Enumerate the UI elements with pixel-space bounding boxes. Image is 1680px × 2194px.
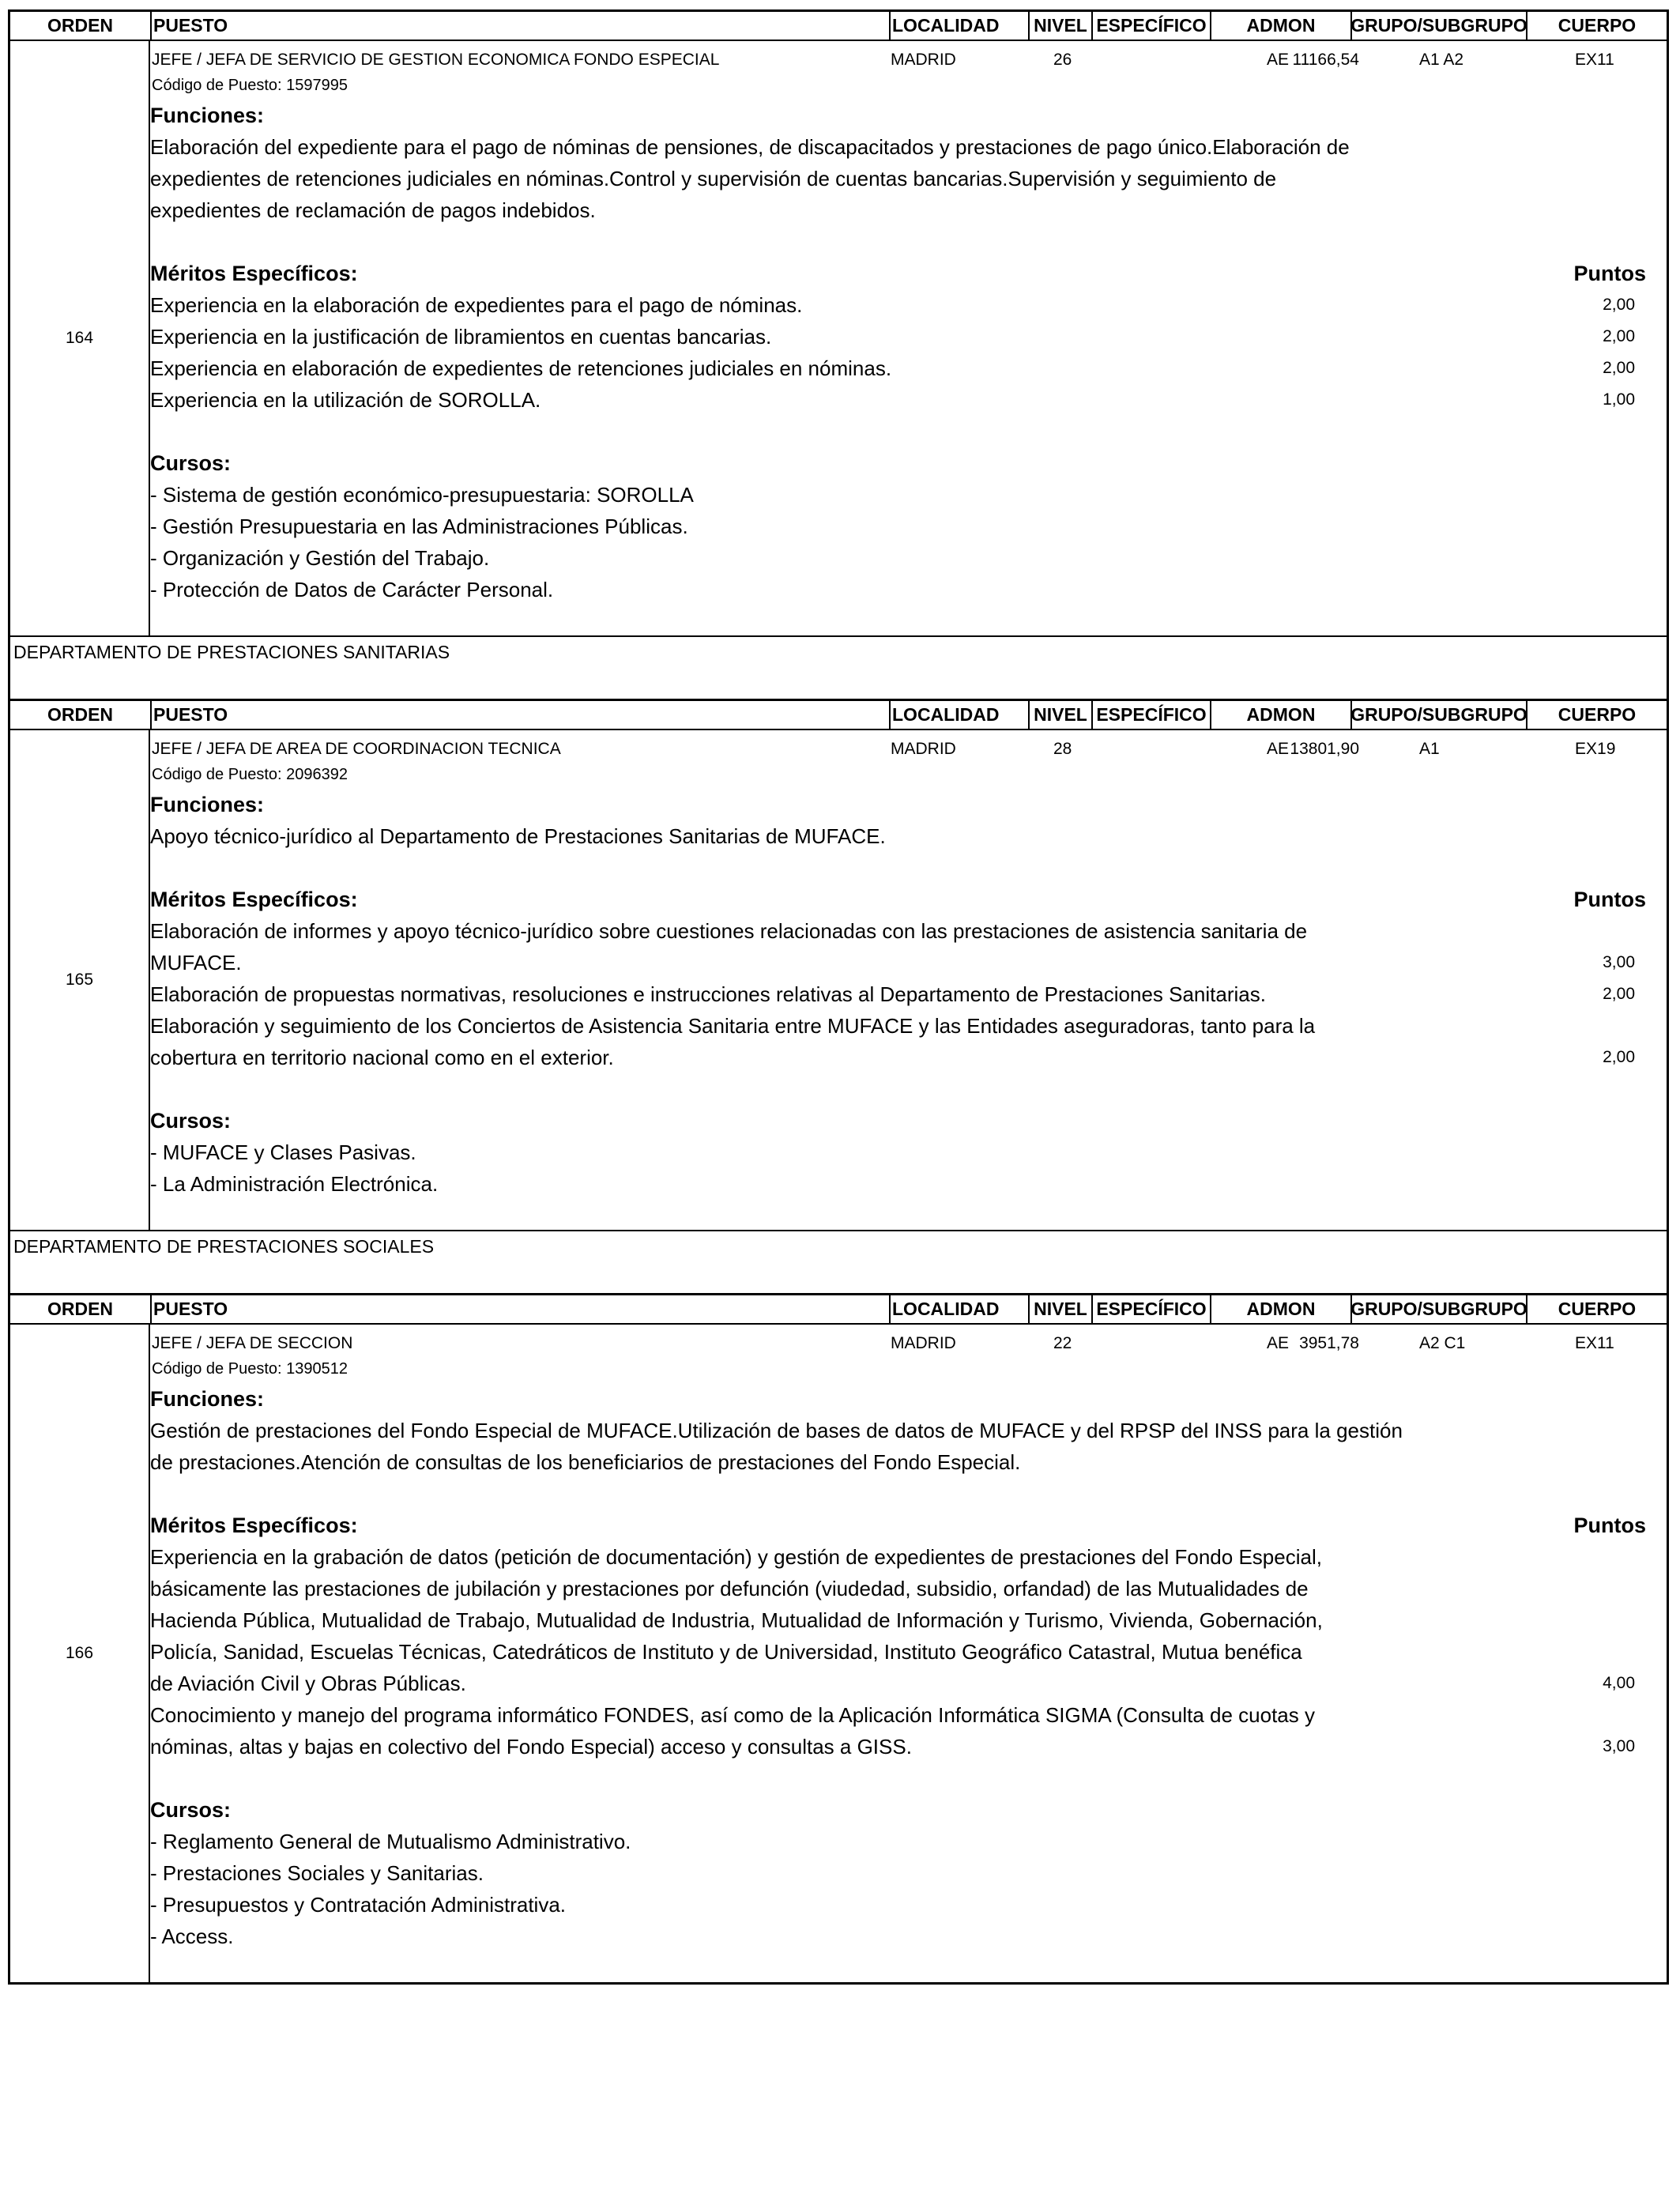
job-body [8, 41, 1669, 635]
merito-puntos: 2,00 [1603, 1048, 1635, 1066]
meritos-label: Méritos Específicos: [150, 1514, 358, 1537]
value-especifico: 11166,54 [1292, 51, 1359, 69]
spacer [150, 416, 1667, 447]
merito-line: nóminas, altas y bajas en colectivo del Fondo Especial) acceso y consultas a GISS. [150, 1735, 912, 1759]
value-cuerpo: EX11 [1575, 51, 1614, 69]
funciones-label: Funciones: [150, 104, 265, 127]
merito-line: básicamente las prestaciones de jubilación y prestaciones por defunción (viudedad, subsidio, orfandad) de las Mutualidades de [150, 1577, 1309, 1600]
merito-text [150, 321, 1446, 352]
header-admon: ADMON [1210, 12, 1350, 40]
job-section [8, 1293, 1669, 1985]
puesto-name: JEFE / JEFA DE AREA DE COORDINACION TECNICA [152, 740, 561, 758]
value-admon: AE [1267, 1334, 1290, 1352]
merito-line: Elaboración de informes y apoyo técnico-jurídico sobre cuestiones relacionadas con las prestaciones de asistencia sanitaria de [150, 919, 1308, 943]
spacer [150, 852, 1667, 884]
puntos-label: Puntos [1573, 888, 1646, 911]
value-admon: AE [1267, 51, 1290, 69]
merito-puntos: 3,00 [1603, 953, 1635, 971]
header-especifico: ESPECÍFICO [1091, 1295, 1210, 1323]
header-puesto: PUESTO [150, 701, 889, 729]
job-summary-row [150, 735, 1667, 760]
meritos-label: Méritos Específicos: [150, 262, 358, 285]
merito-item [150, 1010, 1667, 1073]
merito-item [150, 1699, 1667, 1762]
header-orden: ORDEN [47, 704, 114, 725]
value-admon: AE [1267, 740, 1290, 758]
funciones-label: Funciones: [150, 793, 265, 816]
puesto-name: JEFE / JEFA DE SERVICIO DE GESTION ECONOMICA FONDO ESPECIAL [152, 51, 720, 69]
merito-puntos: 4,00 [1603, 1674, 1635, 1692]
table-header [8, 699, 1669, 730]
merito-text [150, 352, 1446, 384]
curso-item: - Gestión Presupuestaria en las Administraciones Públicas. [150, 515, 688, 538]
value-cuerpo: EX19 [1575, 740, 1616, 758]
merito-puntos: 3,00 [1603, 1737, 1635, 1755]
merito-line: Elaboración de propuestas normativas, resoluciones e instrucciones relativas al Departamento de Prestaciones Sanitarias. [150, 982, 1266, 1006]
department-heading: DEPARTAMENTO DE PRESTACIONES SANITARIAS [8, 635, 1669, 699]
merito-line: Experiencia en la utilización de SOROLLA. [150, 388, 541, 412]
merito-item [150, 384, 1667, 416]
merito-item [150, 1541, 1667, 1699]
value-grupo: A2 C1 [1419, 1334, 1466, 1352]
merito-text [150, 1010, 1446, 1073]
codigo-puesto: Código de Puesto: 1390512 [152, 1360, 348, 1378]
merito-item [150, 321, 1667, 352]
meritos-header [150, 1510, 1667, 1541]
header-localidad: LOCALIDAD [889, 12, 1028, 40]
spacer [150, 1073, 1667, 1105]
value-especifico: 13801,90 [1290, 740, 1359, 758]
merito-line: Policía, Sanidad, Escuelas Técnicas, Catedráticos de Instituto y de Universidad, Instituto Geográfico Catastral, Mutua benéfica [150, 1640, 1302, 1664]
merito-item [150, 915, 1667, 978]
codigo-puesto: Código de Puesto: 2096392 [152, 766, 348, 783]
funciones-line: de prestaciones.Atención de consultas de los beneficiarios de prestaciones del Fondo Especial. [150, 1450, 1021, 1474]
job-body [8, 1325, 1669, 1985]
curso-item: - MUFACE y Clases Pasivas. [150, 1140, 416, 1164]
merito-line: MUFACE. [150, 951, 242, 974]
merito-text [150, 289, 1446, 321]
merito-line: Experiencia en la grabación de datos (petición de documentación) y gestión de expedientes de prestaciones del Fondo Especial, [150, 1545, 1322, 1569]
funciones-line: Apoyo técnico-jurídico al Departamento de Prestaciones Sanitarias de MUFACE. [150, 824, 886, 848]
value-grupo: A1 [1419, 740, 1440, 758]
header-cuerpo: CUERPO [1526, 701, 1667, 729]
merito-line: Elaboración y seguimiento de los Conciertos de Asistencia Sanitaria entre MUFACE y las Entidades aseguradoras, tanto para la [150, 1014, 1316, 1038]
funciones-line: expedientes de reclamación de pagos indebidos. [150, 198, 596, 222]
cursos-label: Cursos: [150, 1109, 232, 1133]
merito-puntos: 2,00 [1603, 359, 1635, 377]
header-grupo: GRUPO/SUBGRUPO [1350, 701, 1526, 729]
header-admon: ADMON [1210, 701, 1350, 729]
header-localidad: LOCALIDAD [889, 1295, 1028, 1323]
curso-item: - La Administración Electrónica. [150, 1172, 439, 1196]
value-cuerpo: EX11 [1575, 1334, 1614, 1352]
merito-text [150, 978, 1446, 1010]
spacer [150, 1762, 1667, 1794]
puntos-label: Puntos [1573, 1514, 1646, 1537]
merito-line: Conocimiento y manejo del programa informático FONDES, así como de la Aplicación Informática SIGMA (Consulta de cuotas y [150, 1703, 1315, 1727]
merito-line: cobertura en territorio nacional como en el exterior. [150, 1046, 614, 1069]
meritos-header [150, 884, 1667, 915]
header-puesto: PUESTO [150, 1295, 889, 1323]
spacer [150, 1200, 1667, 1230]
value-nivel: 22 [1053, 1334, 1072, 1352]
puesto-name: JEFE / JEFA DE SECCION [152, 1334, 353, 1352]
job-content [150, 41, 1667, 635]
orden-number: 164 [10, 41, 150, 635]
header-orden: ORDEN [47, 1299, 114, 1319]
funciones-line: Gestión de prestaciones del Fondo Especial de MUFACE.Utilización de bases de datos de MUFACE y del RPSP del INSS para la gestión [150, 1419, 1403, 1442]
orden-number: 166 [10, 1325, 150, 1982]
merito-text [150, 915, 1446, 978]
header-nivel: NIVEL [1028, 701, 1091, 729]
header-admon: ADMON [1210, 1295, 1350, 1323]
header-cuerpo: CUERPO [1526, 12, 1667, 40]
header-grupo: GRUPO/SUBGRUPO [1350, 12, 1526, 40]
merito-line: Experiencia en la justificación de libramientos en cuentas bancarias. [150, 325, 772, 349]
merito-puntos: 2,00 [1603, 327, 1635, 345]
job-content [150, 1325, 1667, 1982]
job-summary-row [150, 46, 1667, 71]
spacer [150, 226, 1667, 258]
job-summary-row [150, 1329, 1667, 1355]
cursos-label: Cursos: [150, 451, 232, 475]
curso-item: - Sistema de gestión económico-presupuestaria: SOROLLA [150, 483, 694, 507]
header-especifico: ESPECÍFICO [1091, 701, 1210, 729]
merito-puntos: 2,00 [1603, 296, 1635, 314]
curso-item: - Protección de Datos de Carácter Personal. [150, 578, 554, 601]
spacer [150, 605, 1667, 635]
header-especifico: ESPECÍFICO [1091, 12, 1210, 40]
curso-item: - Prestaciones Sociales y Sanitarias. [150, 1861, 484, 1885]
meritos-label: Méritos Específicos: [150, 888, 358, 911]
merito-line: Experiencia en la elaboración de expedientes para el pago de nóminas. [150, 293, 803, 317]
table-header [8, 9, 1669, 41]
header-grupo: GRUPO/SUBGRUPO [1350, 1295, 1526, 1323]
merito-item [150, 978, 1667, 1010]
value-localidad: MADRID [891, 51, 956, 69]
curso-item: - Presupuestos y Contratación Administrativa. [150, 1893, 567, 1917]
header-orden: ORDEN [47, 15, 114, 36]
value-grupo: A1 A2 [1419, 51, 1464, 69]
funciones-label: Funciones: [150, 1387, 265, 1411]
value-localidad: MADRID [891, 740, 956, 758]
codigo-puesto: Código de Puesto: 1597995 [152, 77, 348, 94]
document [8, 9, 1669, 1985]
header-puesto: PUESTO [150, 12, 889, 40]
header-nivel: NIVEL [1028, 1295, 1091, 1323]
job-section [8, 699, 1669, 1230]
value-localidad: MADRID [891, 1334, 956, 1352]
spacer [150, 1478, 1667, 1510]
table-header [8, 1293, 1669, 1325]
value-especifico: 3951,78 [1299, 1334, 1359, 1352]
header-nivel: NIVEL [1028, 12, 1091, 40]
merito-text [150, 1699, 1446, 1762]
funciones-line: Elaboración del expediente para el pago de nóminas de pensiones, de discapacitados y prestaciones de pago único.Elaboración de [150, 135, 1350, 159]
curso-item: - Reglamento General de Mutualismo Administrativo. [150, 1830, 631, 1853]
merito-puntos: 1,00 [1603, 390, 1635, 409]
merito-item [150, 289, 1667, 321]
value-nivel: 28 [1053, 740, 1072, 758]
orden-number: 165 [10, 730, 150, 1230]
merito-item [150, 352, 1667, 384]
job-content [150, 730, 1667, 1230]
funciones-line: expedientes de retenciones judiciales en nóminas.Control y supervisión de cuentas bancarias.Supervisión y seguimiento de [150, 167, 1277, 190]
cursos-label: Cursos: [150, 1798, 232, 1822]
meritos-header [150, 258, 1667, 289]
curso-item: - Organización y Gestión del Trabajo. [150, 546, 490, 570]
header-cuerpo: CUERPO [1526, 1295, 1667, 1323]
merito-line: de Aviación Civil y Obras Públicas. [150, 1672, 466, 1695]
merito-line: Experiencia en elaboración de expedientes de retenciones judiciales en nóminas. [150, 356, 892, 380]
merito-line: Hacienda Pública, Mutualidad de Trabajo, Mutualidad de Industria, Mutualidad de Información y Turismo, Vivienda, Gobernación, [150, 1608, 1323, 1632]
merito-puntos: 2,00 [1603, 985, 1635, 1003]
spacer [150, 1952, 1667, 1982]
job-section [8, 9, 1669, 635]
job-body [8, 730, 1669, 1230]
department-heading: DEPARTAMENTO DE PRESTACIONES SOCIALES [8, 1230, 1669, 1293]
merito-text [150, 1541, 1446, 1699]
puntos-label: Puntos [1573, 262, 1646, 285]
merito-text [150, 384, 1446, 416]
curso-item: - Access. [150, 1924, 234, 1948]
value-nivel: 26 [1053, 51, 1072, 69]
header-localidad: LOCALIDAD [889, 701, 1028, 729]
